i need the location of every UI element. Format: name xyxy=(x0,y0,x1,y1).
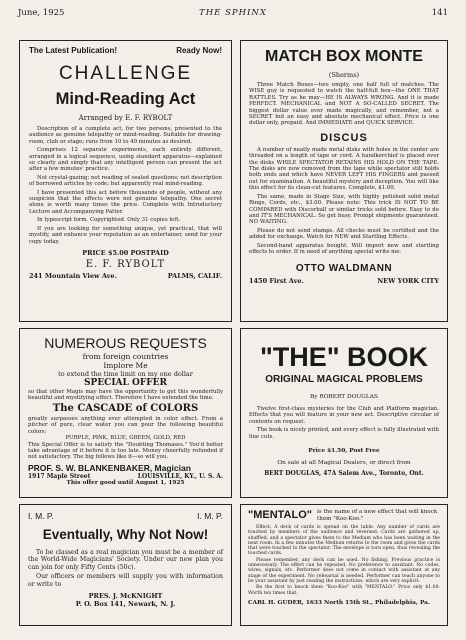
ad-mentalo xyxy=(240,504,448,626)
numerous-so: so that other Magis may have the opportunity to get this wonderfully beautiful and mystifying effect. Therefore I have extended the time. xyxy=(28,389,223,402)
numerous-offer: SPECIAL OFFER xyxy=(84,378,167,388)
book-price: Price $1.50, Post Free xyxy=(308,448,380,455)
challenge-p2: Comprises 12 separate experiments, each entirely different, arranged in a logical sequence, using standard apparatus—explained so clearly and simply that any intelligent person can present the act after a few minutes' practice. xyxy=(29,147,222,173)
imp-right: I. M. P. xyxy=(197,511,223,521)
book-sale: On sale at all Magical Dealers, or direct from xyxy=(277,460,411,467)
challenge-address: 241 Mountain View Ave. xyxy=(29,271,117,280)
numerous-implore: Implore Me xyxy=(103,361,148,370)
challenge-subtitle: Mind-Reading Act xyxy=(55,90,196,108)
imp-left: I. M. P. xyxy=(28,511,54,521)
ad-numerous-requests xyxy=(19,328,232,498)
imp-body: To be classed as a real magician you must be a member of the World-Wide Magicians' Society. Under our new plan you can join for only Fifty Cents (50c). xyxy=(28,549,223,571)
mentalo-title: "MENTALO" xyxy=(248,509,312,521)
book-body-2: The book is nicely printed, and every effect is fully illustrated with line cuts. xyxy=(249,427,439,440)
challenge-city: PALMS, CALIF. xyxy=(167,271,222,280)
ready-label: Ready Now! xyxy=(176,46,222,55)
matchbox-secondhand: Second-hand apparatus bought. Will import new and startling effects to order. If in need of anything special write me. xyxy=(249,242,439,255)
challenge-p1: Description of a complete act, for two persons, presented to the audience as genuine telepathy or mind-reading. Suitable for drawing-room, club or stage; runs from 10 to 40 minutes as desired. xyxy=(29,126,222,145)
challenge-title: CHALLENGE xyxy=(58,63,193,84)
challenge-byline: Arranged by E. F. RYBOLT xyxy=(78,114,173,122)
numerous-body-2: This Special Offer is to satisfy the "Doubting Thomases." You'd better take advantage of it before it is too late. Money cheerfully refunded if not satisfactory. The big fellows like it—so will you. xyxy=(28,441,223,461)
discus-body-2: The same, made in Stage Size, with highly polished solid metal Rings, Cords, etc., $3.00. Please note: This trick IS NOT TO BE COMPARED with Discorball or similar tricks sold before. Easy to do and IT'S MECHANICAL. So get busy. Prompt shipments guaranteed. NO WAITING. xyxy=(249,193,439,226)
book-title: "THE" BOOK xyxy=(259,342,429,372)
matchbox-body: Three Match Boxes—two empty, one half full of matches. The WISE guy is requested to watch the half-full box—the ONE THAT RATTLES. Try as he may—HE IS ALWAYS WRONG. And it is made PERFECT. MECHANICAL and NOT A SO-CALLED SECRET. The biggest dollar value ever made magically, and remember, not a SECRET but an easy and absolute mechanical effect. Price is one dollar only, prepaid. And IMMEDIATE and QUICK SERVICE. xyxy=(249,82,439,127)
matchbox-city: NEW YORK CITY xyxy=(377,277,439,286)
book-body: Twelve first-class mysteries for the Club and Platform magician. Effects that you will feature in your new act. Descriptive circular of contents on request. xyxy=(249,406,439,425)
issue-date: June, 1925 xyxy=(18,8,65,18)
numerous-colors: PURPLE, PINK, BLUE, GREEN, GOLD, RED xyxy=(65,435,186,442)
numerous-city: LOUISVILLE, KY., U. S. A. xyxy=(137,472,223,480)
ad-the-book xyxy=(240,328,448,498)
matchbox-name: OTTO WALDMANN xyxy=(295,263,393,275)
book-address: BERT DOUGLAS, 47A Salem Ave., Toronto, Ont. xyxy=(264,470,424,478)
discus-title: DISCUS xyxy=(320,131,368,144)
matchbox-title: MATCH BOX MONTE xyxy=(265,48,423,65)
numerous-extend: to extend the time limit on my one dollar xyxy=(58,370,193,378)
page-header xyxy=(18,8,448,22)
latest-label: The Latest Publication! xyxy=(29,46,118,55)
matchbox-note: Please do not send stamps. All checks must be certified and the added for exchange. Watch for NEW and Startling Effects. xyxy=(249,227,439,241)
mentalo-body-3: Be the first to knock them "Koo-Koo" with "MENTALO." Price only $1.00. Worth ten times that. xyxy=(248,585,440,596)
ad-imp xyxy=(19,504,232,626)
imp-address: P. O. Box 141, Newark, N. J. xyxy=(75,600,176,609)
matchbox-address: 1450 First Ave. xyxy=(249,277,304,286)
numerous-until: This offer good until August 1, 1925 xyxy=(66,479,185,486)
challenge-p4: I have presented this act before thousands of people, without any suspicion that the effects were not genuine telepathy. One secret alone is worth many times the price. Complete with Introductory Lecture and Accompanying Patter. xyxy=(29,189,222,215)
mentalo-name: CARL H. GUDER, 1633 North 15th St., Philadelphia, Pa. xyxy=(248,599,430,606)
numerous-title: NUMEROUS REQUESTS xyxy=(44,335,207,351)
numerous-from: from foreign countries xyxy=(82,352,169,361)
challenge-price: PRICE $5.00 POSTPAID xyxy=(82,248,169,257)
numerous-cascade: The CASCADE of COLORS xyxy=(52,402,199,414)
imp-name: PRES. J. McKNIGHT xyxy=(88,592,163,601)
numerous-name: PROF. S. W. BLANKENBAKER, Magician xyxy=(28,462,191,473)
book-by: By ROBERT DOUGLAS xyxy=(310,394,378,400)
imp-body-2: Our officers or members will supply you with information or write to xyxy=(28,573,223,588)
ad-matchbox-monte xyxy=(240,40,448,322)
matchbox-credit: (Sherms) xyxy=(328,71,360,79)
challenge-name: E. F. RYBOLT xyxy=(85,258,166,270)
page-number: 141 xyxy=(431,8,448,18)
mentalo-intro: is the name of a new effect that will knock them "Koo-Koo." xyxy=(317,509,438,522)
ad-challenge xyxy=(19,40,232,322)
imp-title: Eventually, Why Not Now! xyxy=(42,527,209,542)
challenge-p6: If you are looking for something unique, yet practical, that will mystify, and enhance your reputation as an entertainer, send for your copy today. xyxy=(29,225,222,245)
numerous-street: 1917 Maple Street xyxy=(28,472,91,480)
mentalo-body: Effect: A deck of cards is spread on the table. Any number of cards are touched by members of the audience and reversed. Cards are gathered up, shuffled, and a spectator gives them to the Medium who has been waiting in the next room. In a few minutes the Medium returns to the room and gives the cards that were touched to the spectator. The envelope is torn open, thus revealing the touched cards. xyxy=(248,525,440,557)
book-subtitle: ORIGINAL MAGICAL PROBLEMS xyxy=(265,374,423,385)
challenge-p5: In typescript form. Copyrighted. Only 31 copies left. xyxy=(37,217,181,224)
numerous-body: greatly surpasses anything ever attempted in color effect. From a pitcher of pure, clear water you can pour the following beautiful colors: xyxy=(28,415,223,435)
magazine-title: THE SPHINX xyxy=(199,8,267,18)
discus-body: A number of neatly made metal disks with holes in the center are threaded on a length of tape or cord. A handkerchief is placed over the disks WHILE SPECTATOR RETAINS HIS HOLD ON THE TAPE. The disks are now removed from the tape while spectator still holds both ends and which have NEVER LEFT HIS FINGERS and passed out for examination. A beautiful mystery and deception. You will like this effect for its clean-cut features. Complete, $1.00. xyxy=(249,146,439,192)
challenge-p3: Not crystal-gazing; not reading of sealed questions; not description of borrowed articles by code; but apparently real mind-reading. xyxy=(29,174,222,188)
mentalo-body-2: Please remember, any deck can be used. No fishing. Previous practice is unnecessary. The effect can be repeated. No preference to assistant. No codes, wires, signals, etc. Performer does not come in contact with assistant at any stage of the experiment. No rehearsal is needed. Performer can teach anyone to be your assistant by just reading the instructions, which are very explicit. xyxy=(248,557,440,584)
